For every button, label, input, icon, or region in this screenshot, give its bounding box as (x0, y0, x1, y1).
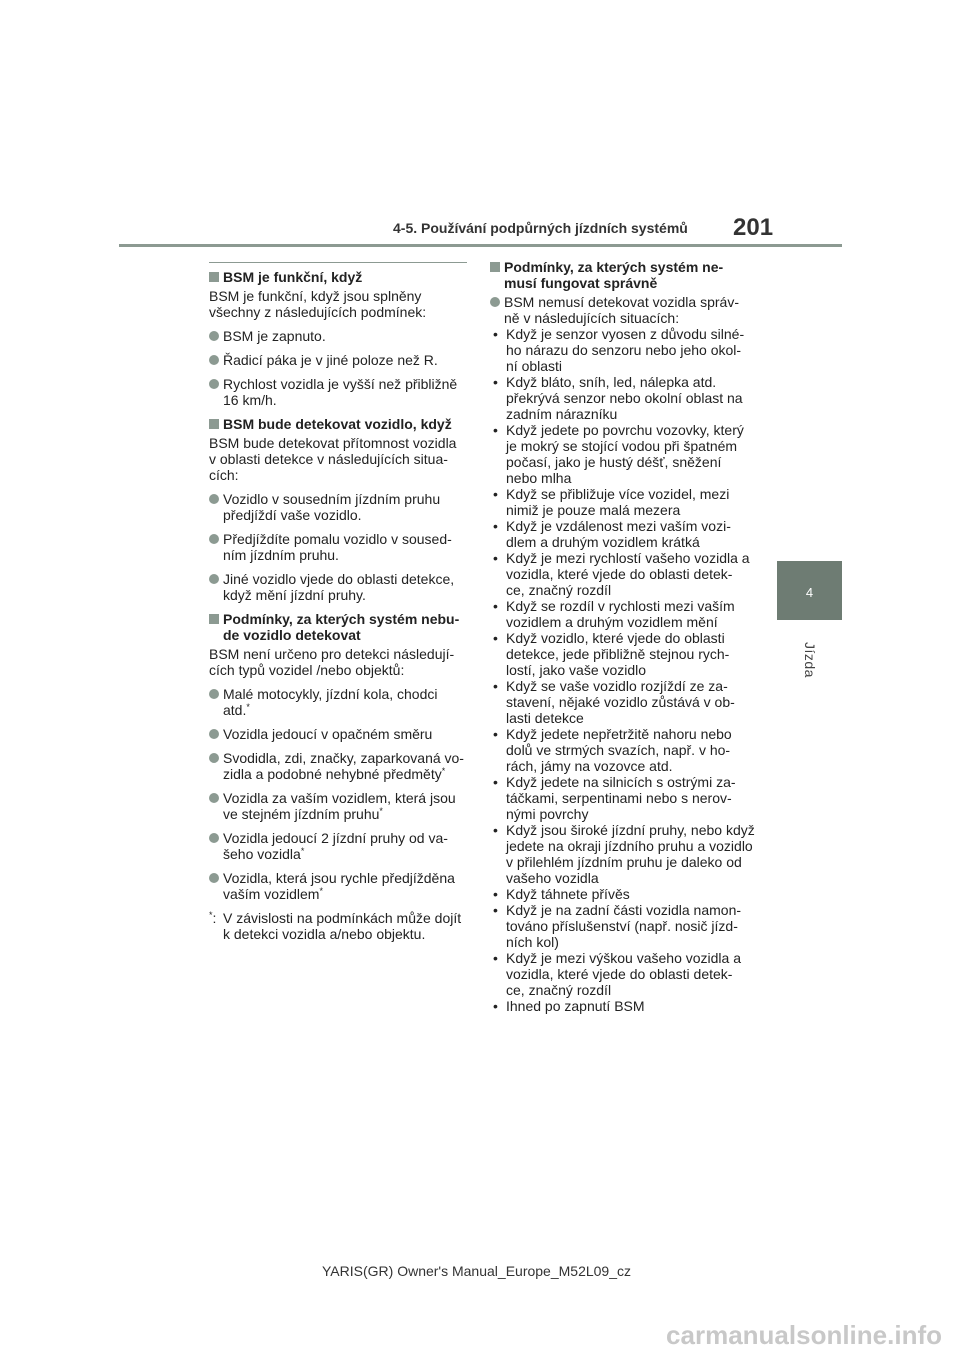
sub-list-item: • Když je senzor vyosen z důvodu silné- ho nárazu do senzoru nebo jeho okol- ní oblasti (493, 326, 745, 374)
footnote-mark: * (246, 702, 250, 712)
circle-bullet-icon (209, 331, 219, 341)
footnote-mark: * (441, 766, 446, 776)
sub-list-item: • Když jsou široké jízdní pruhy, nebo když jedete na okraji jízdního pruhu a vozidlo v přilehlém jízdním pruhu je daleko od vašeho vozidla (493, 822, 755, 886)
sub-list (490, 326, 755, 1014)
sub-list-item: • Když se rozdíl v rychlosti mezi vaším vozidlem a druhým vozidlem mění (493, 598, 735, 630)
sub-list-item: • Když je mezi rychlostí vašeho vozidla a vozidla, které vjede do oblasti detek- ce, značný rozdíl (493, 550, 750, 598)
page-number: 201 (733, 214, 774, 241)
bullet-dot-icon: • (493, 950, 498, 966)
square-bullet-icon (209, 614, 219, 624)
bullet-dot-icon: • (493, 630, 498, 646)
list-item: Svodidla, zdi, značky, zaparkovaná vo- zidla a podobné nehybné předměty* (209, 750, 467, 782)
bullet-dot-icon: • (493, 486, 498, 502)
list-item: Malé motocykly, jízdní kola, chodci atd.* (209, 686, 467, 718)
list-item: BSM nemusí detekovat vozidla správ- ně v následujících situacích: (490, 294, 755, 326)
square-bullet-icon (209, 272, 219, 282)
left-column (209, 262, 467, 942)
sub-list-item: • Když jedete po povrchu vozovky, který je mokrý se stojící vodou při špatném počasí, jako je hustý déšť, sněžení nebo mlha (493, 422, 744, 486)
chapter-label: Jízda (802, 642, 818, 678)
sub-list-item: • Když je na zadní části vozidla namon- továno příslušenství (např. nosič jízd- ních kol) (493, 902, 742, 950)
circle-bullet-icon (209, 574, 219, 584)
header-rule (119, 244, 842, 247)
bullet-dot-icon: • (493, 598, 498, 614)
chapter-tab[interactable] (777, 561, 842, 620)
circle-bullet-icon (209, 729, 219, 739)
bullet-dot-icon: • (493, 326, 498, 342)
section-heading: Podmínky, za kterých systém ne- musí fungovat správně (490, 259, 755, 291)
section-heading: BSM bude detekovat vozidlo, když (209, 416, 467, 432)
section-heading: BSM je funkční, když (209, 269, 467, 285)
watermark: carmanualsonline.info (666, 1320, 942, 1350)
sub-list-item: • Když se přibližuje více vozidel, mezi nimiž je pouze malá mezera (493, 486, 730, 518)
circle-bullet-icon (209, 833, 219, 843)
list-item: Jiné vozidlo vjede do oblasti detekce, když mění jízdní pruhy. (209, 571, 467, 603)
circle-bullet-icon (209, 753, 219, 763)
circle-bullet-icon (209, 355, 219, 365)
circle-bullet-icon (209, 379, 219, 389)
circle-bullet-icon (209, 689, 219, 699)
paragraph: BSM není určeno pro detekci následují- cích typů vozidel /nebo objektů: (209, 646, 455, 678)
sub-list-item: • Když táhnete přívěs (493, 886, 630, 902)
bullet-dot-icon: • (493, 518, 498, 534)
bullet-dot-icon: • (493, 678, 498, 694)
bullet-dot-icon: • (493, 550, 498, 566)
square-bullet-icon (490, 262, 500, 272)
bullet-dot-icon: • (493, 886, 498, 902)
paragraph: BSM bude detekovat přítomnost vozidla v oblasti detekce v následujících situa- cích: (209, 435, 457, 483)
list-item: Vozidla jedoucí 2 jízdní pruhy od va- šeho vozidla* (209, 830, 467, 862)
list-item: Vozidla za vaším vozidlem, která jsou ve stejném jízdním pruhu* (209, 790, 467, 822)
footnote-mark: * (300, 846, 305, 856)
list-item: Vozidlo v sousedním jízdním pruhu předjíždí vaše vozidlo. (209, 491, 467, 523)
column-rule (209, 262, 467, 263)
sub-list-item: • Když jedete nepřetržitě nahoru nebo dolů ve strmých svazích, např. v ho- rách, jámy na vozovce atd. (493, 726, 732, 774)
sub-list-item: • Když bláto, sníh, led, nálepka atd. překrývá senzor nebo okolní oblast na zadním nárazníku (493, 374, 743, 422)
bullet-dot-icon: • (493, 726, 498, 742)
paragraph: BSM je funkční, když jsou splněny všechny z následujících podmínek: (209, 288, 427, 320)
sub-list-item: • Ihned po zapnutí BSM (493, 998, 645, 1014)
bullet-dot-icon: • (493, 998, 498, 1014)
circle-bullet-icon (209, 494, 219, 504)
circle-bullet-icon (490, 297, 500, 307)
bullet-dot-icon: • (493, 822, 498, 838)
section-heading: Podmínky, za kterých systém nebu- de vozidlo detekovat (209, 611, 467, 643)
footnote-mark: * (379, 806, 383, 816)
list-item: Vozidla jedoucí v opačném směru (209, 726, 467, 742)
bullet-dot-icon: • (493, 902, 498, 918)
list-item: Rychlost vozidla je vyšší než přibližně 16 km/h. (209, 376, 467, 408)
sub-list-item: • Když je mezi výškou vašeho vozidla a vozidla, které vjede do oblasti detek- ce, značný rozdíl (493, 950, 741, 998)
footnote: *: V závislosti na podmínkách může dojít k detekci vozidla a/nebo objektu. (209, 910, 462, 942)
right-column (490, 259, 755, 1014)
sub-list-item: • Když se vaše vozidlo rozjíždí ze za- stavení, nějaké vozidlo zůstává v ob- lasti detekce (493, 678, 735, 726)
list-item: Řadicí páka je v jiné poloze než R. (209, 352, 467, 368)
section-title: 4-5. Používání podpůrných jízdních systémů (393, 220, 688, 236)
square-bullet-icon (209, 419, 219, 429)
bullet-dot-icon: • (493, 422, 498, 438)
sub-list-item: • Když je vzdálenost mezi vaším vozi- dlem a druhým vozidlem krátká (493, 518, 731, 550)
list-item: BSM je zapnuto. (209, 328, 467, 344)
sub-list-item: • Když vozidlo, které vjede do oblasti detekce, jede přibližně stejnou rych- lostí, jako vaše vozidlo (493, 630, 730, 678)
sub-list-item: • Když jedete na silnicích s ostrými za- táčkami, serpentinami nebo s nerov- nými povrchy (493, 774, 736, 822)
list-item: Vozidla, která jsou rychle předjížděna vaším vozidlem* (209, 870, 467, 902)
footnote-mark: * (319, 886, 323, 896)
circle-bullet-icon (209, 873, 219, 883)
bullet-dot-icon: • (493, 374, 498, 390)
list-item: Předjíždíte pomalu vozidlo v soused- ním jízdním pruhu. (209, 531, 467, 563)
footer: YARIS(GR) Owner's Manual_Europe_M52L09_cz (322, 1263, 631, 1279)
chapter-number: 4 (805, 585, 814, 600)
circle-bullet-icon (209, 534, 219, 544)
circle-bullet-icon (209, 793, 219, 803)
bullet-dot-icon: • (493, 774, 498, 790)
